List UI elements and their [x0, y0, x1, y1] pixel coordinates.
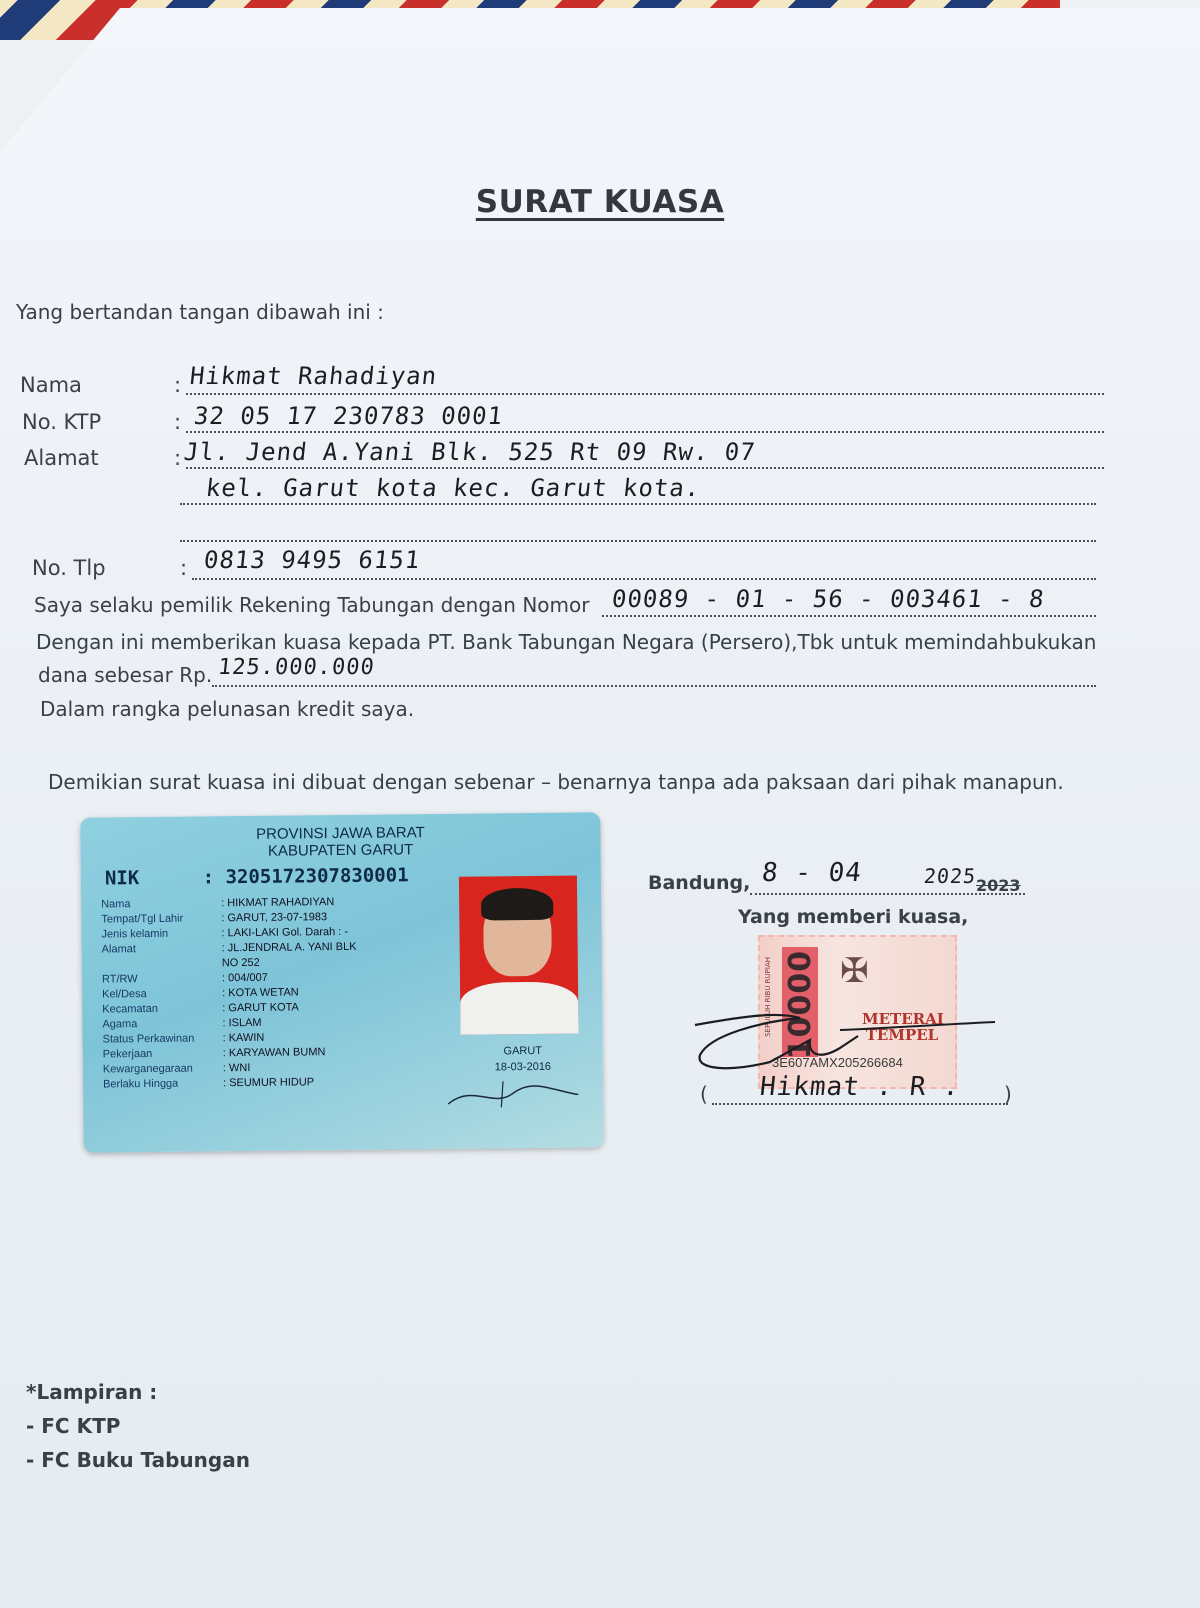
ktp-row: Jenis kelamin : LAKI-LAKI Gol. Darah : - [101, 925, 349, 941]
ktp-row: Kecamatan : GARUT KOTA [102, 1001, 299, 1016]
dotted-line [180, 540, 1096, 542]
ktp-provinsi: PROVINSI JAWA BARAT [256, 824, 425, 843]
ktp-row: NO 252 [221, 956, 260, 970]
intro-text: Yang bertandan tangan dibawah ini : [16, 300, 384, 324]
garuda-icon: ✠ [840, 951, 869, 991]
dotted-line [180, 503, 1096, 505]
stamp-side-text: SEPULUH RIBU RUPIAH [764, 957, 772, 1037]
ktp-value: 32 05 17 230783 0001 [192, 402, 505, 430]
ktp-row: Nama : HIKMAT RAHADIYAN [101, 896, 335, 911]
ktp-signature [443, 1072, 583, 1113]
signer-name: Hikmat . R . [758, 1072, 962, 1102]
alamat-line2: kel. Garut kota kec. Garut kota. [204, 474, 702, 502]
ktp-label: No. KTP [22, 410, 102, 434]
tlp-value: 0813 9495 6151 [202, 546, 422, 574]
alamat-label: Alamat [24, 446, 99, 470]
ktp-row: Berlaku Hingga : SEUMUR HIDUP [102, 1076, 315, 1091]
nama-value: Hikmat Rahadiyan [188, 362, 439, 390]
document-page [0, 8, 1200, 1608]
ktp-row: Pekerjaan : KARYAWAN BUMN [102, 1046, 326, 1061]
ktp-row: Agama : ISLAM [102, 1016, 262, 1031]
rekening-value: 00089 - 01 - 56 - 003461 - 8 [610, 585, 1047, 613]
ktp-row: Kewarganegaraan : WNI [102, 1061, 251, 1076]
alamat-line1: Jl. Jend A.Yani Blk. 525 Rt 09 Rw. 07 [182, 438, 758, 466]
ktp-nik-label: NIK [104, 867, 140, 890]
signer-paren-open: ( [700, 1082, 708, 1106]
signer-paren-close: ) [1004, 1082, 1012, 1106]
ktp-nik [105, 864, 409, 889]
dotted-line [186, 467, 1104, 469]
dana-value: 125.000.000 [216, 655, 377, 680]
dotted-line [212, 685, 1096, 687]
ktp-row: RT/RW : 004/007 [101, 971, 268, 986]
rangka-text: Dalam rangka pelunasan kredit saya. [40, 697, 415, 721]
tlp-label: No. Tlp [32, 556, 106, 580]
signing-date: 8 - 04 [760, 858, 864, 888]
nama-label: Nama [20, 373, 82, 397]
signing-city: Bandung, [648, 872, 751, 894]
stamp-label: METERAI TEMPEL [862, 1010, 944, 1044]
signing-year-handwritten: 2025 [922, 864, 978, 888]
ktp-issue-place: GARUT 18-03-2016 [494, 1044, 552, 1074]
ktp-row: Tempat/Tgl Lahir : GARUT, 23-07-1983 [101, 911, 328, 926]
closing-text: Demikian surat kuasa ini dibuat dengan sebenar – benarnya tanpa ada paksaan dari pihak manapun. [48, 770, 1064, 794]
attachment-item: - FC Buku Tabungan [26, 1448, 250, 1472]
colon: : [180, 556, 188, 580]
stamp-code: 3E607AMX205266684 [772, 1055, 903, 1070]
colon: : [174, 410, 182, 434]
ktp-kabupaten: KABUPATEN GARUT [267, 841, 414, 860]
dana-text: dana sebesar Rp. [38, 663, 213, 687]
dotted-line [192, 578, 1096, 580]
signing-year-printed: 2023 [976, 876, 1021, 895]
dotted-line [186, 431, 1104, 433]
giver-label: Yang memberi kuasa, [738, 906, 969, 928]
dotted-line [712, 1103, 1008, 1105]
colon: : [174, 373, 182, 397]
ktp-rows [101, 895, 358, 1093]
ktp-row: Alamat : JL.JENDRAL A. YANI BLK [101, 940, 357, 956]
rekening-text: Saya selaku pemilik Rekening Tabungan dengan Nomor [34, 593, 590, 617]
ktp-row: Kel/Desa : KOTA WETAN [102, 986, 299, 1001]
ktp-row: Status Perkawinan : KAWIN [102, 1031, 265, 1046]
stamp-value: 10000 [783, 949, 819, 1060]
document-title: SURAT KUASA [475, 184, 725, 220]
dotted-line [602, 615, 1096, 617]
kuasa-text: Dengan ini memberikan kuasa kepada PT. Bank Tabungan Negara (Persero),Tbk untuk memindahbukukan [36, 630, 1097, 654]
ktp-photo [459, 876, 579, 1035]
attachments-heading: *Lampiran : [26, 1380, 158, 1404]
dotted-line [186, 393, 1104, 395]
colon: : [174, 446, 182, 470]
attachment-item: - FC KTP [26, 1414, 121, 1438]
ktp-nik-value: : 3205172307830001 [202, 864, 409, 889]
ktp-card [80, 812, 603, 1152]
